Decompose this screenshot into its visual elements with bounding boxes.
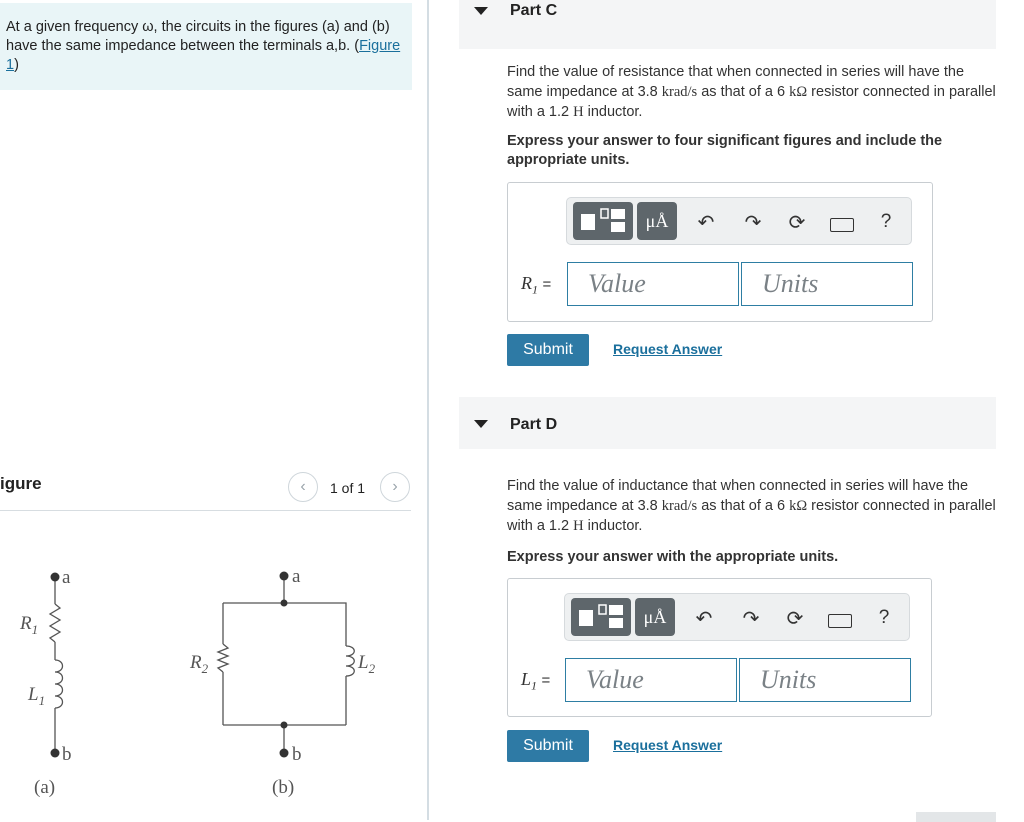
chevron-right-icon: › xyxy=(392,478,398,495)
next-figure-button[interactable] xyxy=(380,472,410,502)
part-d-question: Find the value of inductance that when connected in series will have the same impedance at 3.8 krad/s as that of a 6 kΩ resistor connected in parallel with a 1.2 H inductor. xyxy=(507,478,996,534)
collapse-caret-icon[interactable] xyxy=(474,420,488,428)
units-palette-button[interactable]: μÅ xyxy=(637,202,677,240)
redo-icon[interactable]: ↷ xyxy=(744,212,762,234)
part-d-value-input[interactable]: Value xyxy=(565,658,737,702)
next-button-partial[interactable] xyxy=(916,812,996,822)
circuit-figure xyxy=(0,560,420,800)
part-d-instruction: Express your answer with the appropriate units. xyxy=(507,549,839,565)
collapse-caret-icon[interactable] xyxy=(474,7,488,15)
figure-link[interactable]: Figure 1 xyxy=(6,38,401,73)
part-c-value-input[interactable]: Value xyxy=(567,262,739,306)
help-icon[interactable]: ? xyxy=(880,211,892,232)
part-c-instruction: Express your answer to four significant figures and include the appropriate units. xyxy=(507,133,943,168)
terminal-b-dot xyxy=(280,749,289,758)
templates-icon xyxy=(571,598,631,636)
undo-icon[interactable]: ↶ xyxy=(695,608,713,630)
label-l1: $L_1$ xyxy=(28,684,46,708)
part-d-request-answer-link[interactable]: Request Answer xyxy=(613,737,723,753)
caption-a: (a) xyxy=(34,777,56,798)
figure-pager: 1 of 1 xyxy=(330,480,366,496)
label-b-bottom: b xyxy=(292,744,302,765)
label-a-top: a xyxy=(62,567,71,588)
part-d-variable-label: $L_1$ = xyxy=(521,669,551,693)
part-c-request-answer-link[interactable]: Request Answer xyxy=(613,341,723,357)
part-d-units-input[interactable]: Units xyxy=(739,658,911,702)
terminal-a-dot xyxy=(280,572,289,581)
node-dot xyxy=(281,600,288,607)
part-c-units-input[interactable]: Units xyxy=(741,262,913,306)
templates-icon xyxy=(573,202,633,240)
label-a-bottom: b xyxy=(62,744,72,765)
reset-icon[interactable]: ⟳ xyxy=(786,608,804,630)
redo-icon[interactable]: ↷ xyxy=(742,608,760,630)
figure-divider xyxy=(0,510,411,511)
help-icon[interactable]: ? xyxy=(878,607,890,628)
label-r2: $R_2$ xyxy=(190,652,209,676)
chevron-left-icon: ‹ xyxy=(300,478,306,495)
prev-figure-button[interactable] xyxy=(288,472,318,502)
keyboard-icon[interactable] xyxy=(830,218,854,232)
part-c-variable-label: $R_1$ = xyxy=(521,273,552,297)
part-d-submit-button[interactable]: Submit xyxy=(507,730,589,762)
figure-heading: igure xyxy=(0,474,42,493)
units-palette-button[interactable]: μÅ xyxy=(635,598,675,636)
part-c-question: Find the value of resistance that when connected in series will have the same impedance at 3.8 krad/s as that of a 6 kΩ resistor connected in parallel with a 1.2 H inductor. xyxy=(507,64,996,120)
label-b-top: a xyxy=(292,566,301,587)
label-r1: $R_1$ xyxy=(20,613,39,637)
pane-divider xyxy=(427,0,429,820)
node-dot xyxy=(281,722,288,729)
keyboard-icon[interactable] xyxy=(828,614,852,628)
templates-button[interactable] xyxy=(571,598,631,636)
undo-icon[interactable]: ↶ xyxy=(697,212,715,234)
reset-icon[interactable]: ⟳ xyxy=(788,212,806,234)
caption-b: (b) xyxy=(272,777,295,798)
part-d-title: Part D xyxy=(510,416,558,433)
templates-button[interactable] xyxy=(573,202,633,240)
terminal-b-dot xyxy=(51,749,60,758)
intro-text: At a given frequency ω, the circuits in the figures (a) and (b) have the same impedance between the terminals a,b. (Figure 1) xyxy=(6,19,401,73)
label-l2: $L_2$ xyxy=(358,652,376,676)
part-c-title: Part C xyxy=(510,2,558,19)
terminal-a-dot xyxy=(51,573,60,582)
part-c-submit-button[interactable]: Submit xyxy=(507,334,589,366)
